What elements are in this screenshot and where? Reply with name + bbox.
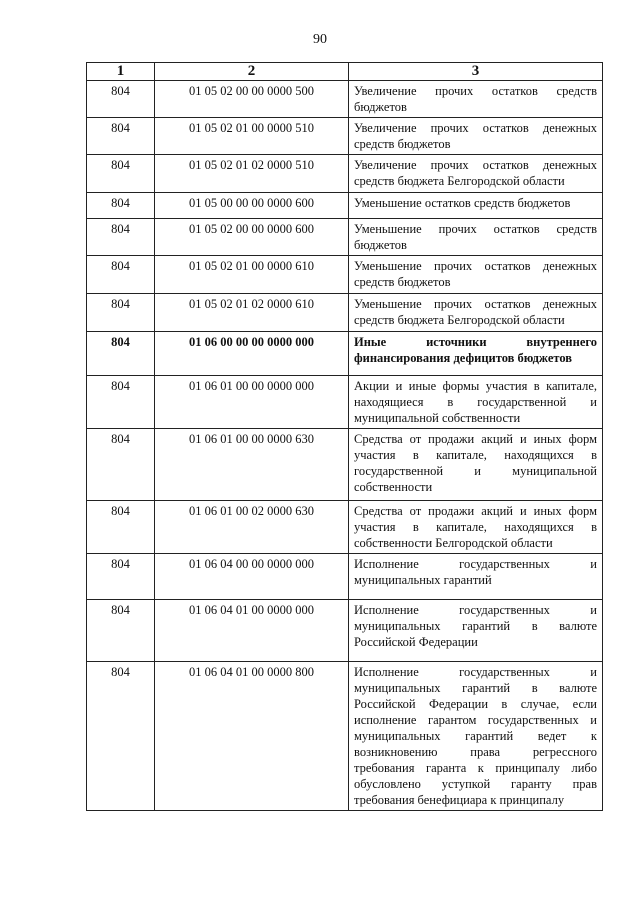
source-name-cell: Иные источники внутреннего финансирования дефицитов бюджетов: [349, 332, 603, 376]
admin-code-cell: 804: [87, 193, 155, 219]
admin-code-cell: 804: [87, 554, 155, 600]
admin-code-cell: 804: [87, 256, 155, 294]
admin-code-cell: 804: [87, 376, 155, 429]
source-code-cell: 01 05 02 01 00 0000 610: [155, 256, 349, 294]
admin-code-cell: 804: [87, 219, 155, 256]
source-name-cell: Исполнение государственных и муниципальных гарантий: [349, 554, 603, 600]
source-name-cell: Уменьшение прочих остатков средств бюджетов: [349, 219, 603, 256]
table-row: [87, 193, 603, 219]
table-row: [87, 600, 603, 662]
table-row: [87, 155, 603, 193]
column-header-2: 2: [155, 63, 349, 81]
source-code-cell: 01 06 01 00 02 0000 630: [155, 501, 349, 554]
source-code-cell: 01 05 02 01 00 0000 510: [155, 118, 349, 155]
source-name-cell: Исполнение государственных и муниципальных гарантий в валюте Российской Федерации в случае, если исполнение гарантом государственных и муниципальных гарантий ведет к возникновению права регрессного требования гаранта к принципалу либо обусловлено уступкой гаранту прав требования бенефициара к принципалу: [349, 662, 603, 811]
source-code-cell: 01 05 02 01 02 0000 510: [155, 155, 349, 193]
table-row: [87, 256, 603, 294]
source-name-cell: Средства от продажи акций и иных форм участия в капитале, находящихся в собственности Белгородской области: [349, 501, 603, 554]
page-number: 90: [313, 32, 327, 47]
source-name-cell: Уменьшение остатков средств бюджетов: [349, 193, 603, 219]
source-code-cell: 01 06 04 01 00 0000 000: [155, 600, 349, 662]
table-row: [87, 501, 603, 554]
source-code-cell: 01 06 00 00 00 0000 000: [155, 332, 349, 376]
source-code-cell: 01 06 01 00 00 0000 630: [155, 429, 349, 501]
table-row: [87, 294, 603, 332]
source-code-cell: 01 06 04 00 00 0000 000: [155, 554, 349, 600]
table-row: [87, 662, 603, 811]
admin-code-cell: 804: [87, 600, 155, 662]
source-code-cell: 01 05 00 00 00 0000 600: [155, 193, 349, 219]
table-row: [87, 332, 603, 376]
source-name-cell: Увеличение прочих остатков денежных средств бюджетов: [349, 118, 603, 155]
table-row: [87, 81, 603, 118]
admin-code-cell: 804: [87, 332, 155, 376]
source-code-cell: 01 05 02 00 00 0000 500: [155, 81, 349, 118]
source-name-cell: Увеличение прочих остатков денежных средств бюджета Белгородской области: [349, 155, 603, 193]
budget-sources-table: [86, 62, 603, 811]
admin-code-cell: 804: [87, 118, 155, 155]
source-code-cell: 01 05 02 00 00 0000 600: [155, 219, 349, 256]
admin-code-cell: 804: [87, 155, 155, 193]
table-header-row: [87, 63, 603, 81]
source-name-cell: Уменьшение прочих остатков денежных средств бюджета Белгородской области: [349, 294, 603, 332]
column-header-1: 1: [87, 63, 155, 81]
table-row: [87, 554, 603, 600]
source-code-cell: 01 06 01 00 00 0000 000: [155, 376, 349, 429]
admin-code-cell: 804: [87, 662, 155, 811]
column-header-3: 3: [349, 63, 603, 81]
source-code-cell: 01 06 04 01 00 0000 800: [155, 662, 349, 811]
source-name-cell: Увеличение прочих остатков средств бюджетов: [349, 81, 603, 118]
table-row: [87, 219, 603, 256]
source-name-cell: Средства от продажи акций и иных форм участия в капитале, находящихся в государственной и муниципальной собственности: [349, 429, 603, 501]
admin-code-cell: 804: [87, 294, 155, 332]
source-code-cell: 01 05 02 01 02 0000 610: [155, 294, 349, 332]
table-row: [87, 429, 603, 501]
table-row: [87, 376, 603, 429]
table-row: [87, 118, 603, 155]
source-name-cell: Акции и иные формы участия в капитале, находящиеся в государственной и муниципальной собственности: [349, 376, 603, 429]
source-name-cell: Исполнение государственных и муниципальных гарантий в валюте Российской Федерации: [349, 600, 603, 662]
admin-code-cell: 804: [87, 81, 155, 118]
source-name-cell: Уменьшение прочих остатков денежных средств бюджетов: [349, 256, 603, 294]
admin-code-cell: 804: [87, 501, 155, 554]
admin-code-cell: 804: [87, 429, 155, 501]
